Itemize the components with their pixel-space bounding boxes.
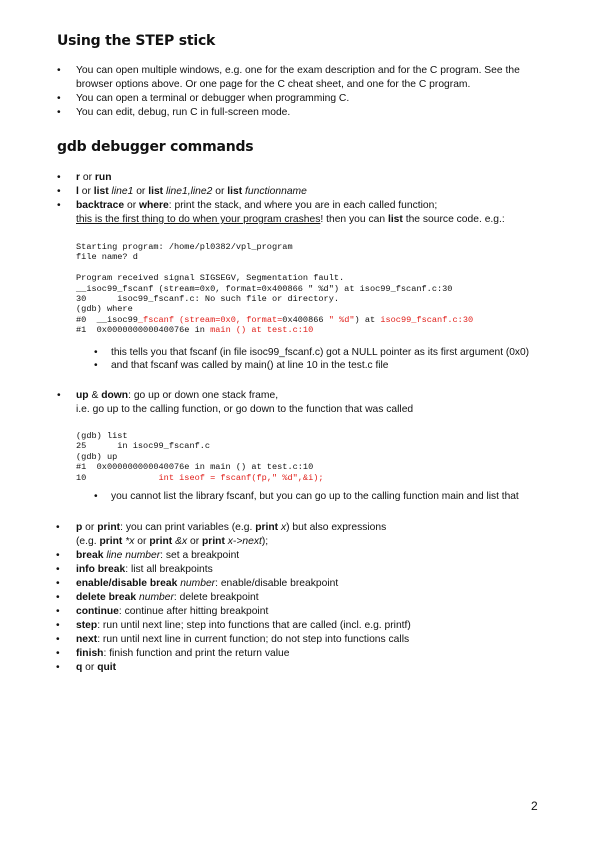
list-item-finish: • finish: finish function and print the return value xyxy=(57,647,547,661)
heading-gdb-commands: gdb debugger commands xyxy=(57,139,254,155)
page-number: 2 xyxy=(531,799,538,813)
heading-step-stick: Using the STEP stick xyxy=(57,33,216,49)
gdb-updown-output: (gdb) list 25 in isoc99_fscanf.c (gdb) up #1 0x000000000040076e in main () at test.c:10 10 int iseof = fscanf(fp," %d",&i); xyxy=(76,431,324,483)
updown-explanation-list xyxy=(94,491,554,504)
list-item-run: • r or run xyxy=(57,171,547,185)
gdb-list-bottom xyxy=(57,521,547,675)
list-item: • and that fscanf was called by main() at line 10 in the test.c file xyxy=(94,360,554,373)
gdb-crash-output: Starting program: /home/pl0382/vpl_program file name? d Program received signal SIGSEGV, Segmentation fault. __isoc99_fscanf (stream=0x0, format=0x400866 " %d") at isoc99_fscanf.c:30 30 isoc99_fscanf.c: No such file or directory. (gdb) where #0 __isoc99_fscanf (stream=0x0, format=0x400866 " %d") at isoc99_fscanf.c:30 #1 0x000000000040076e in main () at test.c:10 xyxy=(76,242,474,336)
gdb-list-top xyxy=(57,171,547,227)
list-item: • this tells you that fscanf (in file isoc99_fscanf.c) got a NULL pointer as its first argument (0x0) xyxy=(94,347,554,360)
list-item-enable-disable: • enable/disable break number: enable/disable breakpoint xyxy=(57,577,547,591)
step-stick-list xyxy=(57,64,547,120)
list-item: • you cannot list the library fscanf, but you can go up to the calling function main and list that xyxy=(94,491,554,504)
list-item-quit: • q or quit xyxy=(57,661,547,675)
list-item-step: • step: run until next line; step into functions that are called (incl. e.g. printf) xyxy=(57,619,547,633)
list-item-updown: • up & down: go up or down one stack frame, i.e. go up to the calling function, or go down to the function that was called xyxy=(57,389,547,417)
gdb-list-updown xyxy=(57,389,547,417)
list-item-next: • next: run until next line in current function; do not step into functions calls xyxy=(57,633,547,647)
list-item: • You can open a terminal or debugger when programming C. xyxy=(57,92,547,106)
list-item: • You can open multiple windows, e.g. one for the exam description and for the C program. See the browser options above. Or one page for the C cheat sheet, and one for the C program. xyxy=(57,64,547,92)
list-item-delete-break: • delete break number: delete breakpoint xyxy=(57,591,547,605)
list-item-continue: • continue: continue after hitting breakpoint xyxy=(57,605,547,619)
list-item-backtrace: • backtrace or where: print the stack, and where you are in each called function; this is the first thing to do when your program crashes! then you can list the source code. e.g.: xyxy=(57,199,547,227)
crash-explanation-list xyxy=(94,347,554,372)
list-item-break: • break line number: set a breakpoint xyxy=(57,549,547,563)
list-item-print: • p or print: you can print variables (e.g. print x) but also expressions (e.g. print *x or print &x or print x->next); xyxy=(57,521,547,549)
list-item-info-break: • info break: list all breakpoints xyxy=(57,563,547,577)
list-item: • You can edit, debug, run C in full-screen mode. xyxy=(57,106,547,120)
list-item-list: • l or list line1 or list line1,line2 or list functionname xyxy=(57,185,547,199)
